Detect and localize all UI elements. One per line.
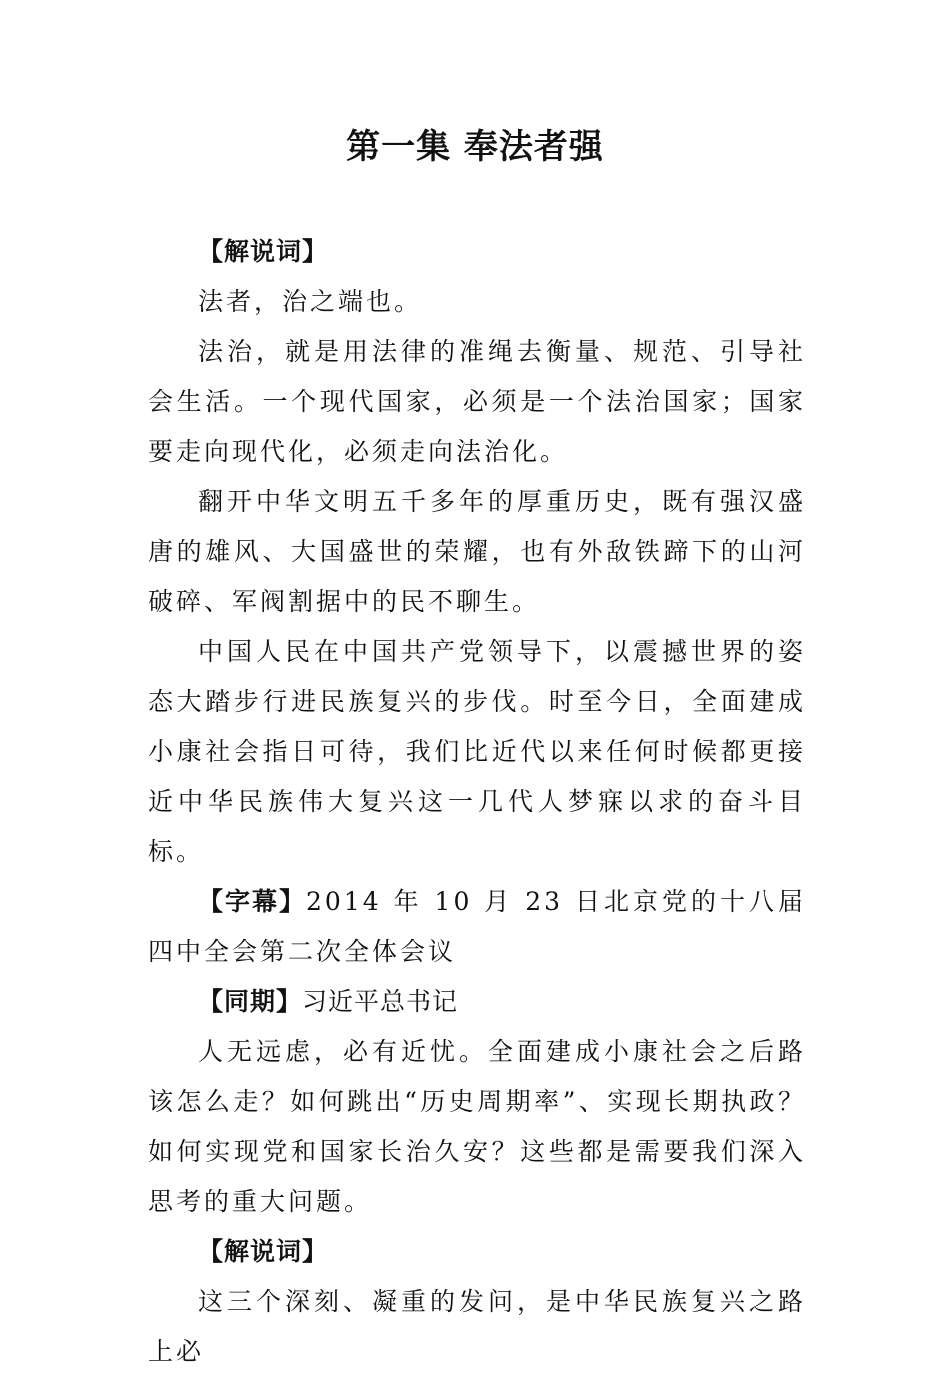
section-heading: [148, 1227, 806, 1277]
speaker-tag: 【同期】: [198, 987, 303, 1016]
paragraph: [148, 627, 806, 877]
paragraph: [148, 1027, 806, 1227]
paragraph: [148, 327, 806, 477]
section-tag: 【解说词】: [198, 1237, 329, 1266]
paragraph: [148, 1277, 806, 1377]
caption-tag: 【字幕】: [198, 887, 307, 916]
section-tag: 【解说词】: [198, 237, 329, 266]
paragraph: [148, 477, 806, 627]
speaker-line: [148, 977, 806, 1027]
caption-paragraph: [148, 877, 806, 977]
paragraph-text: 翻开中华文明五千多年的厚重历史，既有强汉盛唐的雄风、大国盛世的荣耀，也有外敌铁蹄下的山河破碎、军阀割据中的民不聊生。: [148, 487, 806, 616]
paragraph-text: 法治，就是用法律的准绳去衡量、规范、引导社会生活。一个现代国家，必须是一个法治国家；国家要走向现代化，必须走向法治化。: [148, 337, 806, 466]
document-body: [148, 227, 806, 1377]
speaker-name: 习近平总书记: [302, 987, 459, 1016]
paragraph-text: 人无远虑，必有近忧。全面建成小康社会之后路该怎么走？如何跳出“历史周期率”、实现长期执政？如何实现党和国家长治久安？这些都是需要我们深入思考的重大问题。: [148, 1037, 806, 1216]
caption-text: 2014 年 10 月 23 日北京党的十八届四中全会第二次全体会议: [148, 887, 806, 966]
section-heading: [148, 227, 806, 277]
paragraph-text: 法者，治之端也。: [198, 287, 423, 316]
document-title: 第一集 奉法者强: [346, 127, 604, 167]
paragraph-text: 这三个深刻、凝重的发问，是中华民族复兴之路上必: [148, 1287, 806, 1366]
paragraph: [148, 277, 806, 327]
paragraph-text: 中国人民在中国共产党领导下，以震撼世界的姿态大踏步行进民族复兴的步伐。时至今日，全面建成小康社会指日可待，我们比近代以来任何时候都更接近中华民族伟大复兴这一几代人梦寐以求的奋斗目标。: [148, 637, 806, 866]
